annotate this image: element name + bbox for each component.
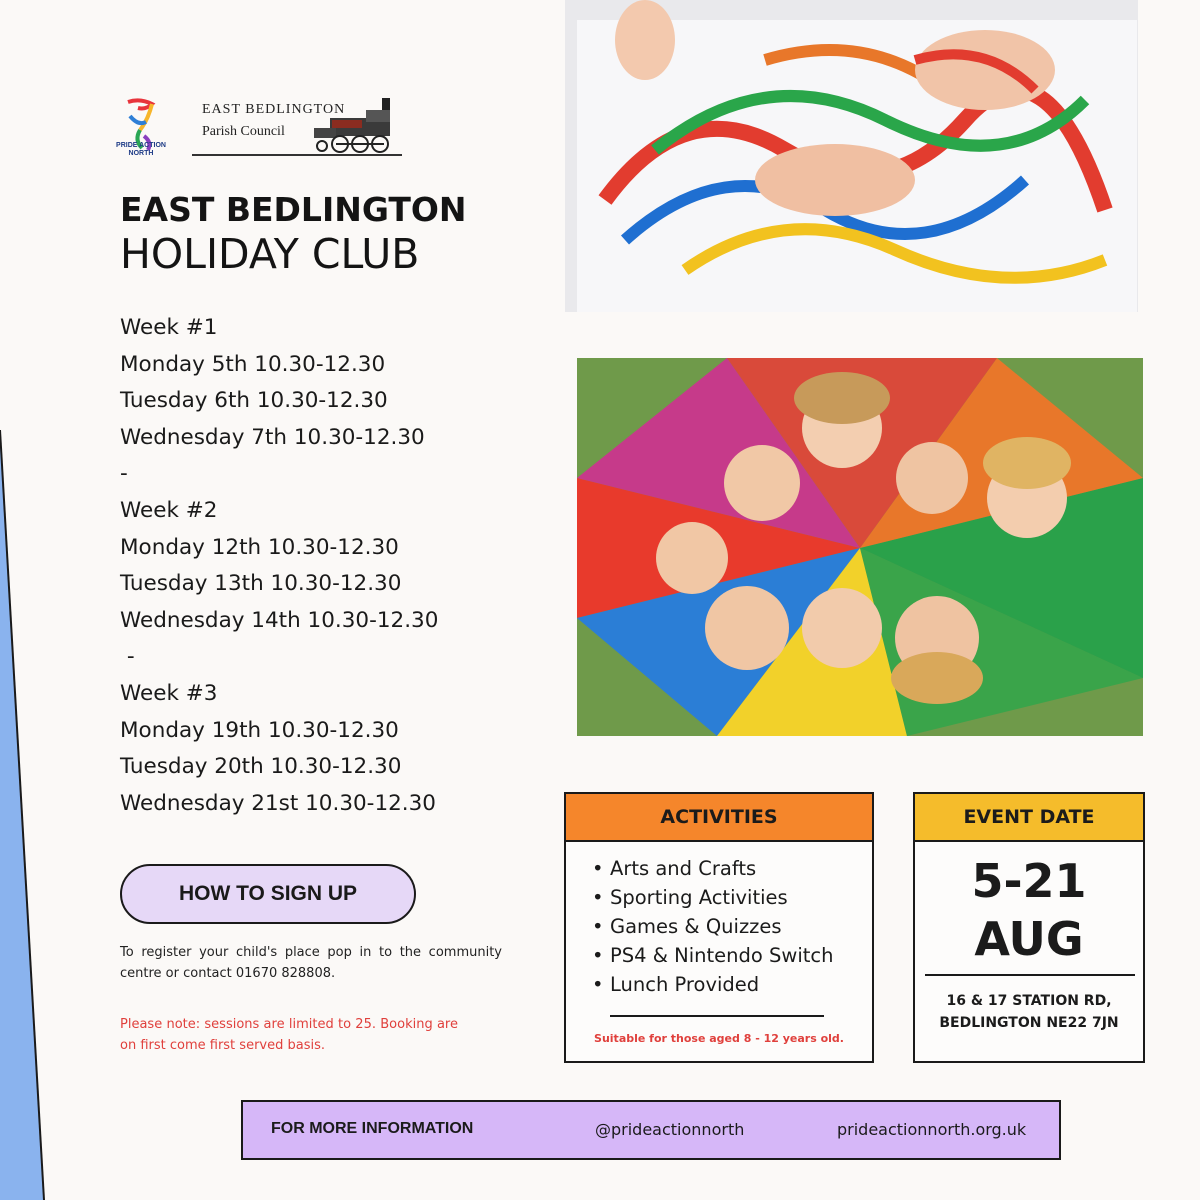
schedule-line: Wednesday 7th 10.30-12.30 — [120, 424, 425, 450]
schedule-line: Wednesday 14th 10.30-12.30 — [120, 607, 439, 633]
event-address — [915, 990, 1143, 1034]
schedule-line: Monday 12th 10.30-12.30 — [120, 534, 399, 560]
activity-label: Sporting Activities — [610, 886, 788, 909]
more-information-label: FOR MORE INFORMATION — [271, 1120, 474, 1137]
bullet-icon: • — [592, 886, 604, 909]
bullet-icon: • — [592, 915, 604, 938]
schedule-week-3-heading: Week #3 — [120, 680, 218, 706]
activity-item — [592, 883, 834, 912]
steam-train-icon — [310, 98, 402, 156]
finger-painting-hands-photo — [565, 0, 1138, 312]
activity-label: Games & Quizzes — [610, 915, 782, 938]
schedule-line: Tuesday 20th 10.30-12.30 — [120, 754, 402, 780]
age-suitability-note: Suitable for those aged 8 - 12 years old. — [594, 1032, 844, 1045]
title-line1: EAST BEDLINGTON — [120, 190, 467, 229]
parish-council-logo — [192, 96, 404, 160]
schedule-line: Monday 19th 10.30-12.30 — [120, 717, 399, 743]
pride-logo-text — [112, 142, 170, 158]
activity-label: Lunch Provided — [610, 973, 760, 996]
limited-places-note: Please note: sessions are limited to 25. Booking are on first come first served basis. — [120, 1017, 458, 1053]
activities-list — [592, 854, 834, 999]
schedule-line: Monday 5th 10.30-12.30 — [120, 351, 386, 377]
schedule-list — [120, 310, 520, 822]
social-handle-link[interactable]: @prideactionnorth — [595, 1120, 745, 1139]
pride-logo-line1: PRIDE ACTION — [116, 142, 166, 149]
more-information-bar — [241, 1100, 1061, 1160]
schedule-line: Tuesday 13th 10.30-12.30 — [120, 571, 402, 597]
bullet-icon: • — [592, 857, 604, 880]
activities-divider — [610, 1015, 824, 1017]
activity-item — [592, 941, 834, 970]
edge-stripe — [0, 0, 60, 1200]
schedule-line: Tuesday 6th 10.30-12.30 — [120, 388, 388, 414]
schedule-separator: - — [120, 461, 128, 487]
activities-heading: ACTIVITIES — [566, 794, 872, 842]
how-to-sign-up-button[interactable]: HOW TO SIGN UP — [120, 864, 416, 924]
schedule-week-2-heading: Week #2 — [120, 497, 218, 523]
event-date-box — [913, 792, 1145, 1063]
register-text: To register your child's place pop in to the community centre or contact 01670 828808. — [120, 945, 502, 981]
event-address-line1: 16 & 17 STATION RD, — [946, 993, 1112, 1009]
activity-label: Arts and Crafts — [610, 857, 757, 880]
activity-label: PS4 & Nintendo Switch — [610, 944, 834, 967]
bullet-icon: • — [592, 944, 604, 967]
pride-logo-line2: NORTH — [128, 150, 154, 157]
event-divider — [925, 974, 1135, 976]
activity-item — [592, 970, 834, 999]
event-date-range: 5-21 — [971, 854, 1087, 908]
title-line2: HOLIDAY CLUB — [120, 230, 420, 278]
bullet-icon: • — [592, 973, 604, 996]
event-address-line2: BEDLINGTON NE22 7JN — [939, 1015, 1119, 1031]
activity-item — [592, 854, 834, 883]
event-date-value — [915, 852, 1143, 968]
schedule-week-1-heading: Week #1 — [120, 315, 218, 340]
council-name: EAST BEDLINGTON — [202, 102, 346, 117]
council-subtitle: Parish Council — [202, 124, 285, 139]
activities-box — [564, 792, 874, 1063]
children-in-circle-on-parachute-photo — [577, 358, 1143, 736]
activity-item — [592, 912, 834, 941]
schedule-line: Wednesday 21st 10.30-12.30 — [120, 790, 436, 816]
event-date-month: AUG — [974, 912, 1084, 966]
website-link[interactable]: prideactionnorth.org.uk — [837, 1120, 1027, 1139]
schedule-separator: - — [120, 644, 135, 670]
event-date-heading: EVENT DATE — [915, 794, 1143, 842]
